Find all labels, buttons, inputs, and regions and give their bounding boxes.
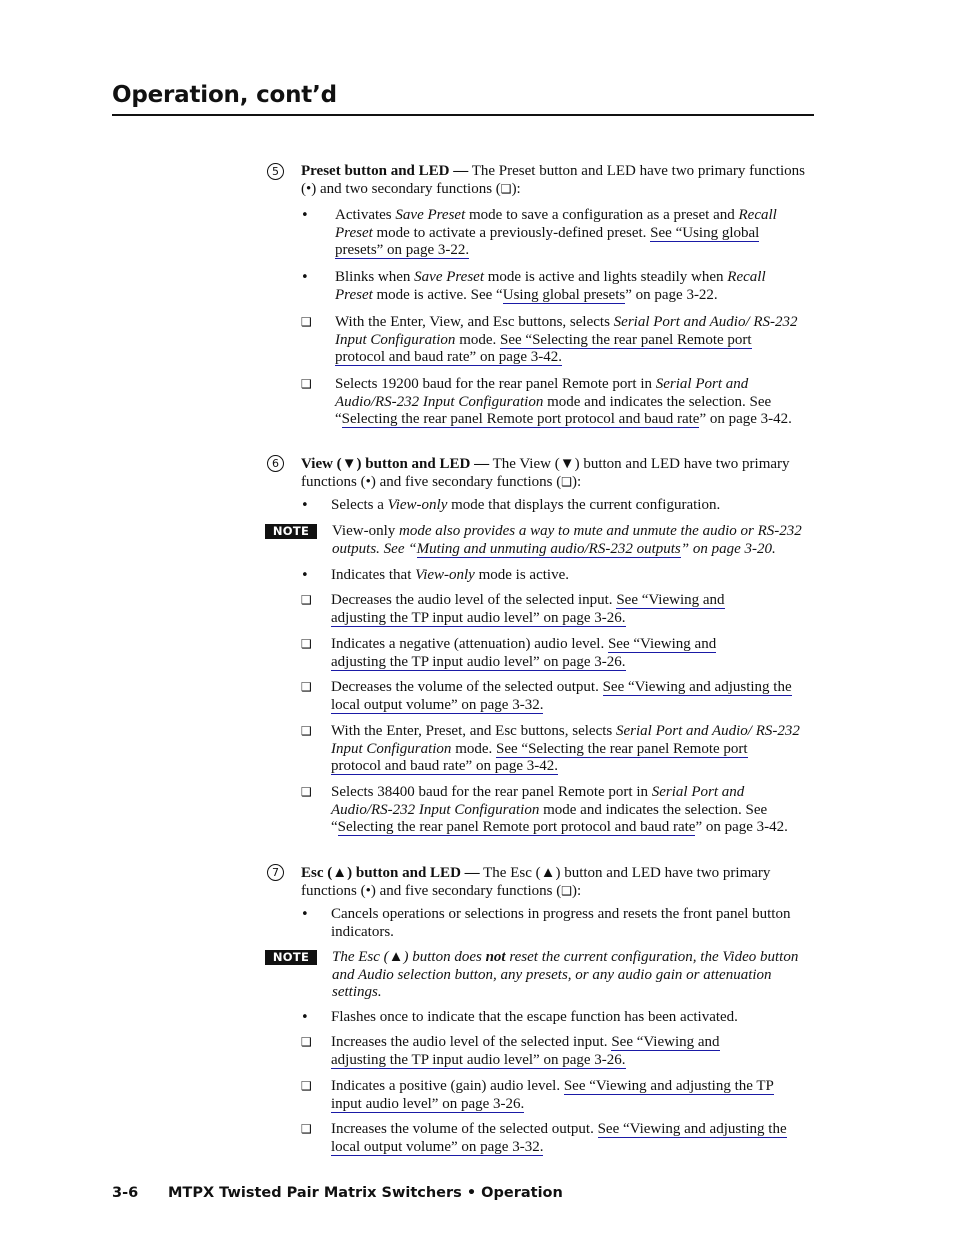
list-item (331, 636, 761, 671)
bullet-icon: • (301, 907, 309, 922)
cross-reference-link[interactable]: Muting and unmuting audio/RS-232 outputs (416, 540, 681, 557)
cross-reference-link[interactable]: See “Viewing and adjusting the local output volume” on page 3-32. (331, 1121, 787, 1155)
note-text (332, 949, 807, 1002)
list-item (331, 497, 811, 515)
page-number: 3-6 (112, 1185, 139, 1201)
text-span: The View ( (489, 456, 560, 472)
text-span: ): (571, 473, 582, 490)
checkbox-icon: ❑ (301, 785, 312, 799)
section-6-title (301, 456, 489, 472)
text-span: The Preset button and LED have two primary functions ( (301, 163, 805, 197)
list-item (335, 207, 805, 260)
text-span: Indicates that (331, 567, 416, 583)
text-span: mode to save a configuration as a preset and (465, 207, 739, 223)
text-span: Save Preset (395, 207, 466, 223)
callout-number-7: 7 (267, 864, 284, 881)
checkbox-icon: ❑ (301, 1122, 312, 1136)
text-span: Indicates a negative (attenuation) audio level. (331, 636, 608, 652)
text-span: reset the current configuration, the Video button and Audio selection button, any presets, or any audio gain or attenuation settings. (332, 949, 799, 1000)
checkbox-icon: ❑ (301, 593, 312, 607)
checkbox-icon: ❑ (301, 724, 312, 738)
checkbox-icon: ❑ (561, 883, 572, 898)
checkbox-icon: ❑ (500, 181, 512, 196)
text-span: Save Preset (414, 269, 485, 285)
checkbox-icon: ❑ (561, 474, 572, 489)
text-span: mode is active and lights steadily when (484, 269, 728, 285)
section-5-title: Preset button and LED — (301, 163, 469, 179)
text-span: mode and indicates the selection. See “ (331, 801, 768, 835)
up-arrow-icon: ▲ (332, 865, 348, 881)
up-arrow-icon: ▲ (388, 949, 404, 965)
cross-reference-link[interactable]: See “Selecting the rear panel Remote port protocol and baud rate” on page 3-42. (331, 740, 748, 774)
cross-reference-link[interactable]: See “Viewing and adjusting the local output volume” on page 3-32. (331, 679, 792, 713)
text-span: Esc ( (301, 865, 333, 881)
checkbox-icon: ❑ (301, 1079, 312, 1093)
text-span: mode. (455, 331, 501, 348)
bullet-icon: • (301, 270, 309, 285)
list-item (335, 269, 805, 304)
cross-reference-link[interactable]: See “Viewing and adjusting the TP input audio level” on page 3-26. (331, 1034, 720, 1068)
checkbox-icon: ❑ (301, 637, 312, 651)
list-item (331, 723, 801, 776)
bullet-icon: • (306, 180, 312, 197)
text-span: mode to activate a previously-defined preset. (372, 224, 651, 241)
text-span: not (485, 949, 506, 965)
cross-reference-link[interactable]: See “Using global presets” on page 3-22. (335, 224, 760, 258)
text-span: mode also provides a way to mute and unmute the audio or RS-232 outputs. See “ (332, 523, 802, 557)
text-span: Selects a (331, 497, 388, 513)
text-span: mode is active. See “ (372, 286, 503, 303)
text-span: With the Enter, Preset, and Esc buttons, selects (331, 723, 616, 739)
text-span: Serial Port and Audio/ RS-232 Input Configuration (331, 723, 800, 757)
text-span: With the Enter, View, and Esc buttons, selects (335, 314, 614, 330)
text-span: ” on page 3-42. (699, 411, 792, 427)
cross-reference-link[interactable]: See “Viewing and adjusting the TP input audio level” on page 3-26. (331, 1078, 774, 1112)
bullet-icon: • (301, 208, 309, 223)
list-item: Cancels operations or selections in progress and resets the front panel button indicators. (331, 906, 791, 940)
text-span: Serial Port and Audio/RS-232 Input Configuration (335, 376, 749, 410)
cross-reference-link[interactable]: See “Viewing and adjusting the TP input audio level” on page 3-26. (331, 636, 717, 670)
up-arrow-icon: ▲ (540, 865, 556, 881)
text-span: View-only (332, 523, 396, 539)
text-span: mode. (451, 740, 497, 757)
section-5-intro (301, 163, 813, 198)
text-span: ): (511, 180, 521, 197)
text-span: mode is active. (474, 567, 569, 583)
footer-text: MTPX Twisted Pair Matrix Switchers • Operation (168, 1185, 563, 1201)
list-item (331, 679, 816, 714)
checkbox-icon: ❑ (301, 377, 312, 391)
text-span: ) button and LED — (347, 865, 480, 881)
section-7-title (301, 865, 480, 881)
cross-reference-link[interactable]: Selecting the rear panel Remote port protocol and baud rate (341, 411, 700, 427)
text-span: ) button and LED have two primary functions ( (301, 456, 790, 490)
list-item (331, 592, 771, 627)
checkbox-icon: ❑ (301, 315, 312, 329)
list-item: Flashes once to indicate that the escape function has been activated. (331, 1009, 738, 1025)
list-item (335, 376, 805, 429)
text-span: View-only (387, 497, 448, 513)
bullet-icon: • (365, 882, 371, 899)
list-item (331, 1121, 816, 1156)
text-span: ” on page 3-22. (625, 286, 718, 303)
text-span: Selects 38400 baud for the rear panel Remote port in (331, 784, 652, 800)
cross-reference-link[interactable]: Using global presets (502, 286, 626, 303)
list-item (331, 1034, 771, 1069)
bullet-icon: • (301, 1010, 309, 1025)
callout-number-6: 6 (267, 455, 284, 472)
text-span: Serial Port and Audio/RS-232 Input Configuration (331, 784, 745, 818)
section-6-intro (301, 456, 816, 491)
bullet-icon: • (301, 568, 309, 583)
note-label: NOTE (265, 950, 317, 965)
text-span: Activates (335, 207, 396, 223)
text-span: ” on page 3-42. (695, 819, 788, 835)
text-span: mode and indicates the selection. See “ (335, 393, 772, 427)
text-span: ) and five secondary functions ( (370, 473, 562, 490)
bullet-icon: • (301, 498, 309, 513)
text-span: Indicates a positive (gain) audio level. (331, 1078, 564, 1094)
text-span: The Esc ( (479, 865, 541, 881)
text-span: ) button does (403, 949, 486, 965)
text-span: Recall Preset (335, 207, 777, 241)
text-span: ) and five secondary functions ( (370, 882, 562, 899)
text-span: ) button and LED have two primary functions ( (301, 865, 771, 899)
checkbox-icon: ❑ (301, 680, 312, 694)
text-span: ) and two secondary functions ( (311, 180, 501, 197)
text-span: Decreases the audio level of the selected input. (331, 592, 617, 608)
title-rule (112, 114, 814, 116)
page-title: Operation, cont’d (112, 82, 337, 108)
down-arrow-icon: ▼ (341, 456, 357, 472)
text-span: ” on page 3-20. (680, 540, 776, 557)
text-span: Increases the audio level of the selected input. (331, 1034, 612, 1050)
note-label: NOTE (265, 524, 317, 539)
cross-reference-link[interactable]: Selecting the rear panel Remote port protocol and baud rate (337, 819, 696, 835)
text-span: Selects 19200 baud for the rear panel Remote port in (335, 376, 656, 392)
text-span: Decreases the volume of the selected output. (331, 679, 603, 695)
down-arrow-icon: ▼ (559, 456, 575, 472)
cross-reference-link[interactable]: See “Viewing and adjusting the TP input audio level” on page 3-26. (331, 592, 725, 626)
bullet-icon: • (365, 473, 371, 490)
text-span: Blinks when (335, 269, 415, 285)
section-7-intro (301, 865, 816, 900)
list-item (331, 784, 801, 837)
text-span: View ( (301, 456, 342, 472)
text-span: Increases the volume of the selected output. (331, 1121, 598, 1137)
text-span: View-only (415, 567, 475, 583)
callout-number-5: 5 (267, 163, 284, 180)
list-item (335, 314, 805, 367)
text-span: Recall Preset (335, 269, 766, 303)
checkbox-icon: ❑ (301, 1035, 312, 1049)
text-span: ) button and LED — (356, 456, 490, 472)
text-span: mode that displays the current configuration. (447, 497, 721, 513)
list-item (331, 1078, 801, 1113)
text-span: ): (571, 882, 582, 899)
list-item (331, 567, 811, 585)
note-text (332, 523, 812, 558)
cross-reference-link[interactable]: See “Selecting the rear panel Remote port protocol and baud rate” on page 3-42. (335, 331, 752, 365)
text-span: The Esc ( (332, 949, 389, 965)
text-span: Serial Port and Audio/ RS-232 Input Configuration (335, 314, 798, 348)
